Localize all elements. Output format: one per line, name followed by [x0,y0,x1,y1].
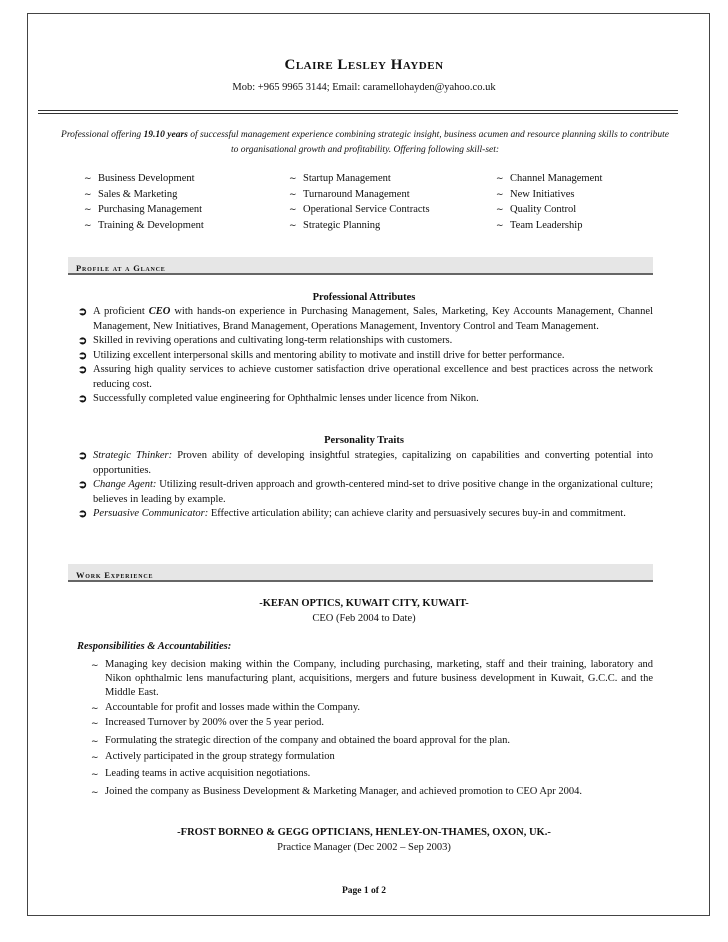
list-item: ∼ Leading teams in active acquisition negotiations. [91,768,311,779]
tilde-dash-icon: ∼ [289,188,297,199]
candidate-name: Claire Lesley Hayden [284,57,444,73]
list-item: ∼ Accountable for profit and losses made within the Company. [91,702,361,713]
tilde-dash-icon: ∼ [84,204,92,214]
list-item: ➲ Successfully completed value engineering for Ophthalmic lenses under licence from Nikon. [78,393,479,405]
list-item: ➲ A proficient CEO with hands-on experience in Purchasing Management, Sales, Marketing, Key Accounts Management, Channel Management, New Initiatives, Brand Management, Operations Management, Inventory Control and Team Management. [78,306,654,332]
tilde-dash-icon: ∼ [91,752,99,762]
skill-item: ∼ Quality Control [496,204,577,215]
list-item: ∼ Managing key decision making within the Company, including purchasing, marketing, staff and their training, laboratory and Nikon ophthalmic lens manufacturing plant, acquisitions, mergers and future business development in Kuwait, G.C.C. and the Middle East. [91,659,653,698]
tilde-dash-icon: ∼ [84,173,92,183]
arrow-right-icon: ➲ [78,479,88,491]
tilde-dash-icon: ∼ [496,219,504,230]
responsibilities-label: Responsibilities & Accountabilities: [77,641,232,652]
tilde-dash-icon: ∼ [289,173,297,183]
professional-attributes-title: Professional Attributes [312,292,416,303]
arrow-right-icon: ➲ [78,349,88,362]
job2-company: -FROST BORNEO & GEGG OPTICIANS, HENLEY-ON-THAMES, OXON, UK.- [177,827,551,838]
header-rule-top [38,110,678,111]
tilde-dash-icon: ∼ [496,204,504,214]
job2-role: Practice Manager (Dec 2002 – Sep 2003) [277,842,451,853]
duties-list [91,658,653,799]
section-heading-profile: Profile at a Glance [68,257,653,275]
skill-item: ∼ Training & Development [84,219,204,231]
skill-item: ∼ New Initiatives [496,188,575,200]
list-item: ➲ Persuasive Communicator: Effective articulation ability; can achieve clarity and persuasively secures buy-in and commitment. [78,508,626,520]
tilde-dash-icon: ∼ [91,703,99,713]
tilde-dash-icon: ∼ [496,173,504,183]
arrow-right-icon: ➲ [78,364,88,376]
tilde-dash-icon: ∼ [84,188,92,199]
job1-company: -KEFAN OPTICS, KUWAIT CITY, KUWAIT- [259,598,469,609]
tilde-dash-icon: ∼ [91,736,99,746]
attributes-list [78,305,653,407]
years-experience: 19.10 years [143,130,188,140]
tilde-dash-icon: ∼ [289,219,297,230]
skill-item: ∼ Business Development [84,173,195,184]
header-rule-bottom [38,113,678,114]
tilde-dash-icon: ∼ [91,718,99,728]
page-number: Page 1 of 2 [341,886,387,896]
list-item: ➲ Assuring high quality services to achieve customer satisfaction drive operational excellence and best practices across the network reducing cost. [78,364,653,390]
contact-line: Mob: +965 9965 3144; Email: caramellohayden@yahoo.co.uk [232,82,496,93]
arrow-right-icon: ➲ [78,335,88,347]
list-item: ➲ Utilizing excellent interpersonal skills and mentoring ability to motivate and instill drive for better performance. [78,349,565,362]
traits-list [78,449,653,522]
skill-item: ∼ Turnaround Management [289,188,410,200]
personality-traits-title: Personality Traits [324,435,404,446]
skill-item: ∼ Startup Management [289,173,391,184]
list-item: ∼ Actively participated in the group strategy formulation [91,751,335,762]
skill-item: ∼ Strategic Planning [289,219,381,231]
professional-summary: Professional offering 19.10 years of successful management experience combining strategic insight, business acumen and resource planning skills to contribute to organisational growth and profitability. Offering following skill-set: [61,130,669,155]
skills-column-3 [496,171,602,233]
list-item: ➲ Skilled in reviving operations and cultivating long-term relationships with customers. [78,335,453,347]
tilde-dash-icon: ∼ [496,188,504,199]
tilde-dash-icon: ∼ [84,219,92,230]
tilde-dash-icon: ∼ [289,204,297,214]
job1-role: CEO (Feb 2004 to Date) [312,613,416,624]
skills-column-1 [84,171,204,233]
skill-item: ∼ Team Leadership [496,219,583,231]
tilde-dash-icon: ∼ [91,787,99,797]
arrow-right-icon: ➲ [78,508,88,520]
skill-item: ∼ Channel Management [496,173,603,184]
arrow-right-icon: ➲ [78,306,88,318]
skills-column-2 [289,171,430,233]
list-item: ∼ Formulating the strategic direction of the company and obtained the board approval for the plan. [91,735,510,746]
arrow-right-icon: ➲ [78,450,88,462]
list-item: ➲ Strategic Thinker: Proven ability of developing insightful strategies, capitalizing on capabilities and converting potential into opportunities. [78,450,653,476]
list-item: ➲ Change Agent: Utilizing result-driven approach and growth-centered mind-set to drive positive change in the organizational culture; believes in leading by example. [78,479,654,505]
skill-item: ∼ Operational Service Contracts [289,204,430,215]
tilde-dash-icon: ∼ [91,660,99,670]
tilde-dash-icon: ∼ [91,769,99,779]
arrow-right-icon: ➲ [78,393,88,405]
list-item: ∼ Joined the company as Business Development & Marketing Manager, and achieved promotion to CEO Apr 2004. [91,786,582,797]
skill-item: ∼ Purchasing Management [84,204,203,215]
section-heading-work: Work Experience [68,564,653,582]
skill-item: ∼ Sales & Marketing [84,188,178,200]
list-item: ∼ Increased Turnover by 200% over the 5 year period. [91,717,324,728]
